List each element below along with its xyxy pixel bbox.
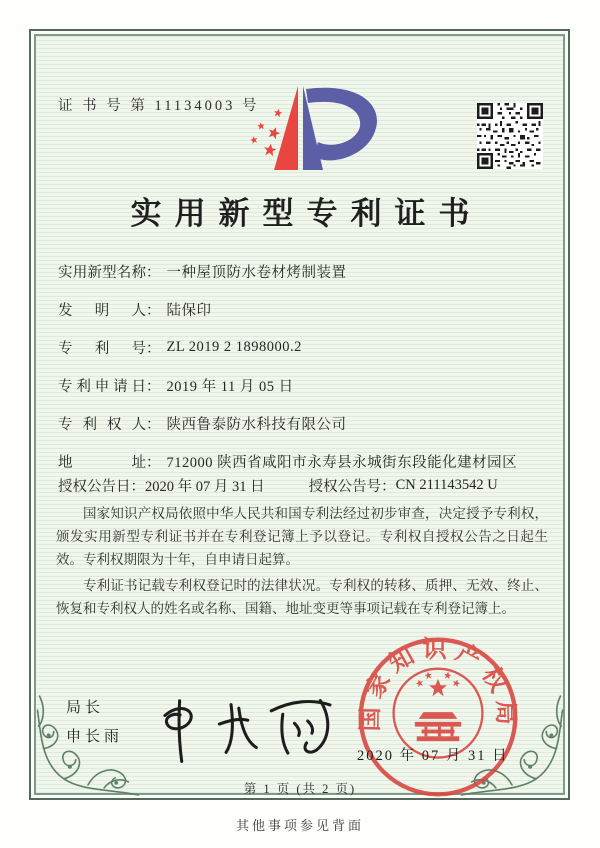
field-value: 一种屋顶防水卷材烤制装置	[166, 264, 347, 281]
commissioner-name: 申长雨	[66, 729, 124, 746]
grant-number-value: CN 211143542 U	[395, 476, 498, 493]
qr-code	[477, 103, 543, 169]
field-value: 2019 年 11 月 05 日	[166, 378, 294, 395]
field-label: 地址	[58, 454, 146, 471]
commissioner-title: 局长	[66, 700, 105, 716]
official-seal-icon	[353, 632, 523, 802]
field-label: 专利号	[58, 340, 146, 357]
field-inventor	[58, 290, 550, 328]
field-colon: ：	[146, 340, 161, 357]
field-patentee	[58, 404, 550, 442]
field-label: 实用新型名称	[58, 264, 146, 281]
field-label: 专利权人	[58, 416, 146, 433]
seal-ring-text: 国家知识产权局	[356, 636, 520, 732]
legal-paragraph-2: 专利证书记载专利权登记时的法律状况。专利权的转移、质押、无效、终止、恢复和专利权人的姓名或名称、国籍、地址变更等事项记载在专利登记簿上。	[56, 577, 548, 616]
field-label: 专利申请日	[58, 378, 146, 395]
signature-icon	[151, 679, 344, 772]
field-value: ZL 2019 2 1898000.2	[166, 338, 302, 355]
field-colon: ：	[146, 378, 161, 395]
field-value: 陕西鲁泰防水科技有限公司	[166, 416, 347, 433]
field-utility-model-name	[58, 252, 550, 290]
national-emblem-icon	[415, 671, 461, 741]
footer-note: 其他事项参见背面	[235, 818, 364, 833]
field-value: 712000 陕西省咸阳市永寿县永城街东段能化建材园区	[166, 454, 518, 471]
grant-announcement-row	[58, 470, 550, 500]
certificate-title: 实用新型专利证书	[130, 196, 483, 231]
field-list	[58, 252, 550, 480]
grant-date-label: 授权公告日：	[58, 478, 145, 495]
field-colon: ：	[146, 302, 161, 319]
page-number: 第 1 页 (共 2 页)	[243, 782, 357, 796]
legal-paragraph-1: 国家知识产权局依照中华人民共和国专利法经过初步审查，决定授予专利权，颁发实用新型专利证书并在专利登记簿上予以登记。专利权自授权公告之日起生效。专利权期限为十年，自申请日起算。	[56, 506, 548, 568]
field-value: 陆保印	[166, 302, 212, 319]
legal-text	[56, 502, 548, 622]
field-colon: ：	[146, 454, 161, 471]
field-patent-number	[58, 328, 550, 366]
grant-number-label: 授权公告号：	[308, 478, 396, 495]
seal-date: 2020 年 07 月 31 日	[357, 748, 509, 764]
field-filing-date	[58, 366, 550, 404]
corner-flourish-icon	[33, 682, 145, 798]
cnipa-logo-icon	[226, 80, 386, 176]
field-colon: ：	[146, 416, 161, 433]
grant-date-value: 2020 年 07 月 31 日	[145, 478, 265, 495]
field-colon: ：	[146, 264, 161, 281]
field-label: 发明人	[58, 302, 146, 319]
certificate-number: 证 书 号 第 11134003 号	[58, 98, 260, 114]
